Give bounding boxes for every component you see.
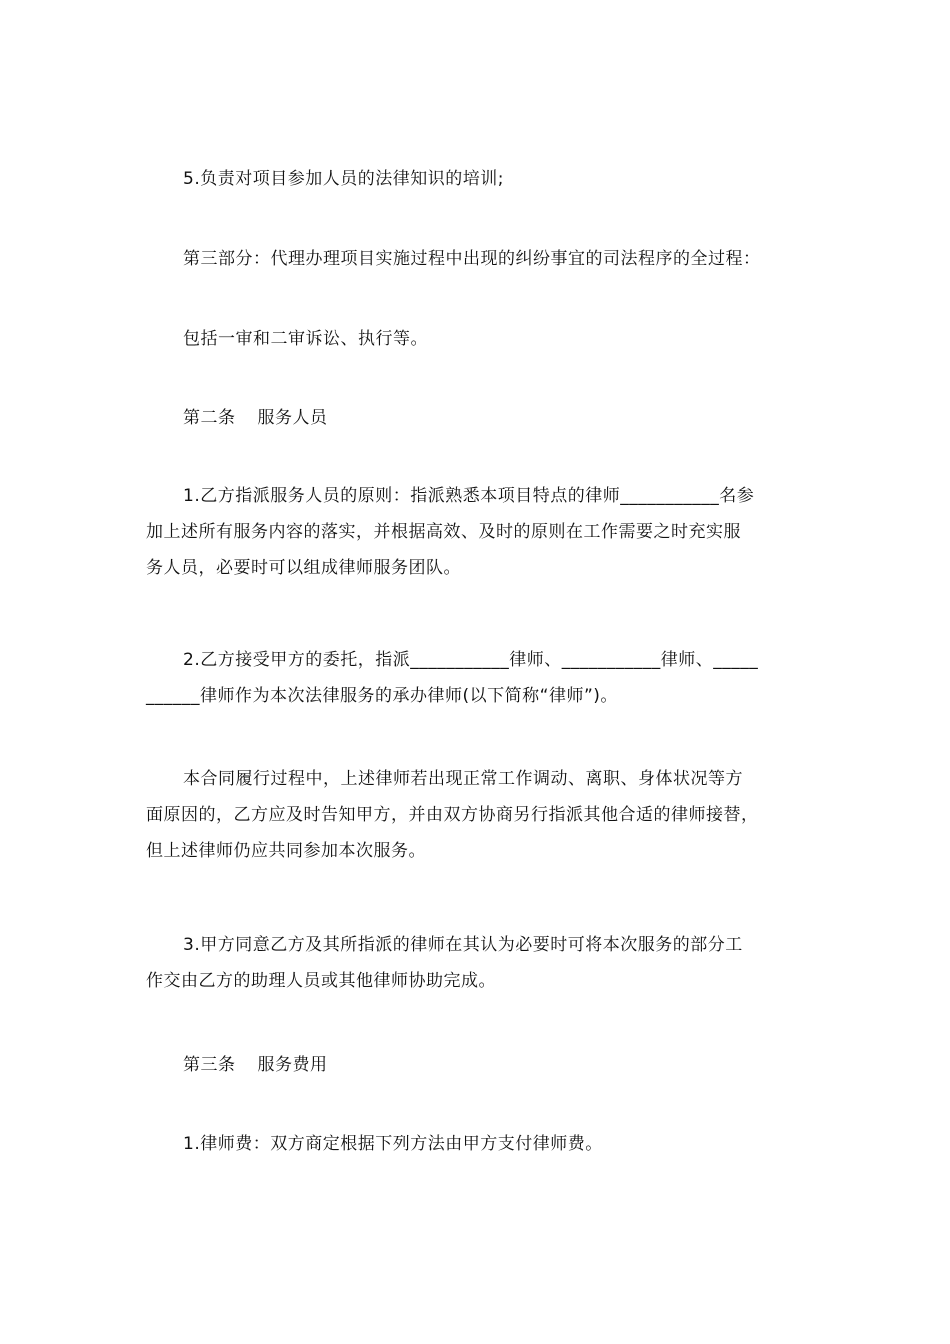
paragraph-line: 务人员，必要时可以组成律师服务团队。 <box>146 558 461 578</box>
paragraph-line: 包括一审和二审诉讼、执行等。 <box>183 329 428 349</box>
paragraph-line: 第三部分：代理办理项目实施过程中出现的纠纷事宜的司法程序的全过程： <box>183 249 761 269</box>
article-two-item-3-paragraph <box>146 927 806 999</box>
paragraph-line: ______律师作为本次法律服务的承办律师(以下简称“律师”)。 <box>146 686 618 706</box>
article-three-item-1-paragraph <box>146 1126 806 1162</box>
item-5-paragraph <box>146 161 806 197</box>
heading-line <box>146 1047 806 1083</box>
paragraph-line: 加上述所有服务内容的落实，并根据高效、及时的原则在工作需要之时充实服 <box>146 522 741 542</box>
article-two-number: 第二条 <box>183 408 236 428</box>
paragraph-line: 1.乙方指派服务人员的原则：指派熟悉本项目特点的律师___________名参 <box>183 486 755 506</box>
article-two-heading <box>146 400 806 436</box>
paragraph-line: 5.负责对项目参加人员的法律知识的培训; <box>183 169 504 189</box>
article-two-item-2-paragraph <box>146 642 806 714</box>
article-two-title: 服务人员 <box>257 408 328 428</box>
heading-line <box>146 400 806 436</box>
article-two-note-paragraph <box>146 761 806 869</box>
paragraph-line: 3.甲方同意乙方及其所指派的律师在其认为必要时可将本次服务的部分工 <box>183 935 743 955</box>
article-two-item-1-paragraph <box>146 478 806 586</box>
paragraph-line: 本合同履行过程中，上述律师若出现正常工作调动、离职、身体状况等方 <box>183 769 743 789</box>
article-three-title: 服务费用 <box>257 1055 328 1075</box>
part-three-detail-paragraph <box>146 321 806 357</box>
paragraph-line: 作交由乙方的助理人员或其他律师协助完成。 <box>146 971 496 991</box>
article-three-heading <box>146 1047 806 1083</box>
paragraph-line: 面原因的，乙方应及时告知甲方，并由双方协商另行指派其他合适的律师接替， <box>146 805 759 825</box>
paragraph-line: 但上述律师仍应共同参加本次服务。 <box>146 841 426 861</box>
paragraph-line: 2.乙方接受甲方的委托，指派___________律师、___________律师、_____ <box>183 650 759 670</box>
paragraph-line: 1.律师费：双方商定根据下列方法由甲方支付律师费。 <box>183 1134 603 1154</box>
part-three-paragraph <box>146 241 806 277</box>
article-three-number: 第三条 <box>183 1055 236 1075</box>
